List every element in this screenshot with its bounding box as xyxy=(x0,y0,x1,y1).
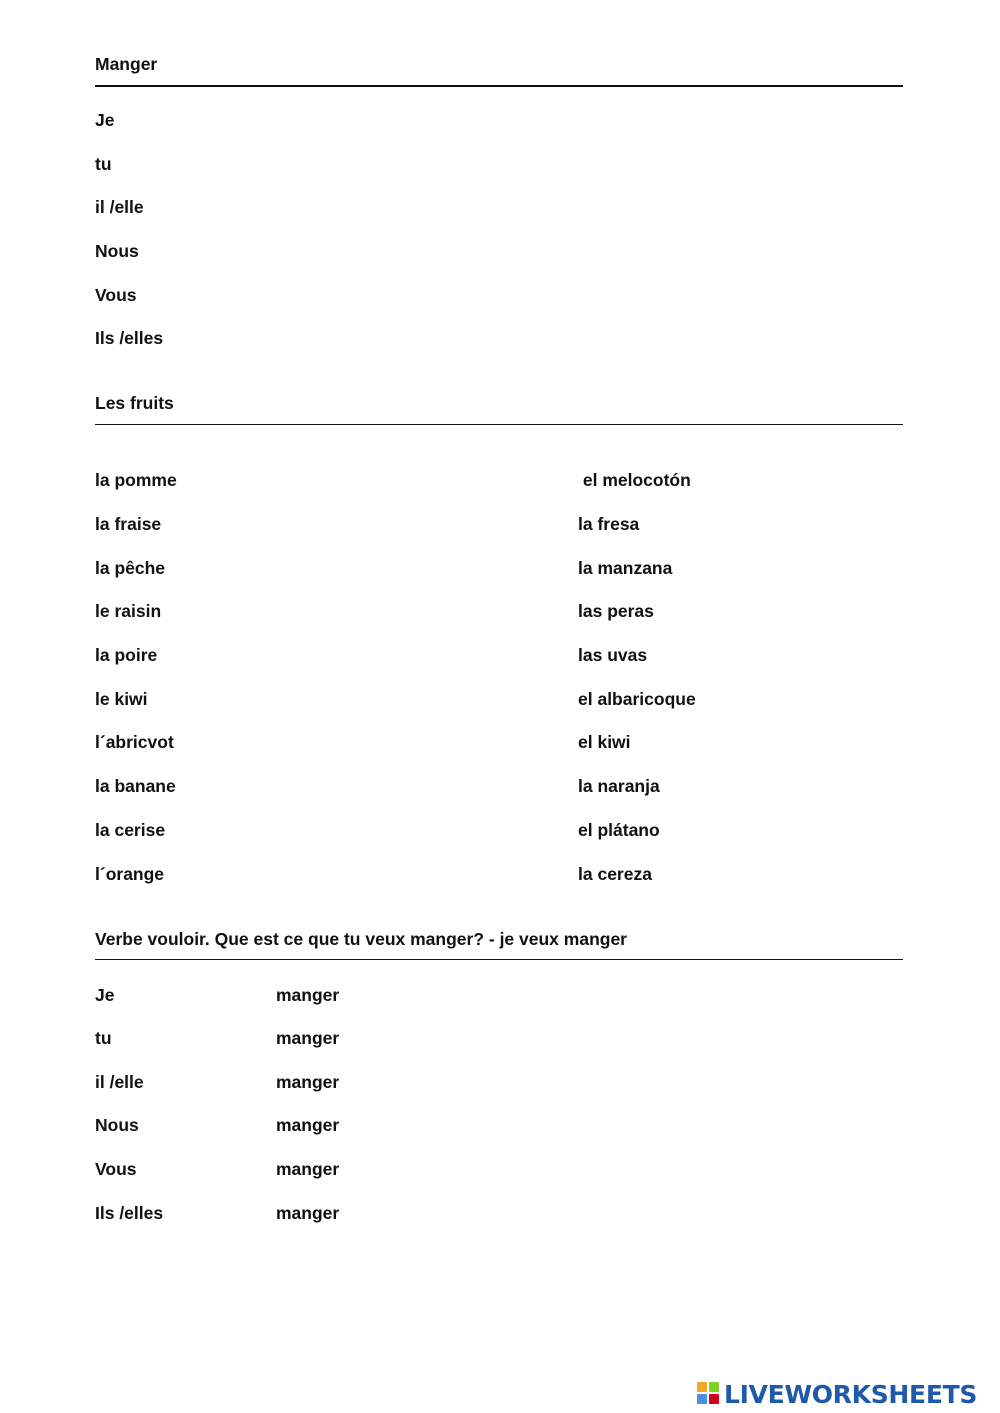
section-title-vouloir: Verbe vouloir. Que est ce que tu veux manger? - je veux manger xyxy=(95,929,627,949)
spanish-fruit: el plátano xyxy=(578,820,660,840)
section-divider xyxy=(95,85,903,87)
french-fruit: la cerise xyxy=(95,820,166,840)
french-fruit: la fraise xyxy=(95,514,162,534)
verb-infinitive: manger xyxy=(276,1072,340,1092)
spanish-fruit: la cereza xyxy=(578,864,652,884)
section-divider xyxy=(95,424,903,425)
section-title-fruits: Les fruits xyxy=(95,393,174,413)
section-title-manger: Manger xyxy=(95,54,158,74)
verb-infinitive: manger xyxy=(276,1028,340,1048)
pronoun-label: il /elle xyxy=(95,197,144,217)
verb-infinitive: manger xyxy=(276,1203,340,1223)
section-divider xyxy=(95,959,903,960)
logo-text: LIVEWORKSHEETS xyxy=(724,1379,978,1409)
spanish-fruit: la manzana xyxy=(578,558,673,578)
pronoun-label: Je xyxy=(95,110,115,130)
french-fruit: le kiwi xyxy=(95,689,148,709)
logo-icon xyxy=(697,1382,721,1406)
liveworksheets-logo xyxy=(697,1380,977,1408)
french-fruit: la banane xyxy=(95,776,176,796)
pronoun-label: Nous xyxy=(95,1115,139,1135)
pronoun-label: Ils /elles xyxy=(95,1203,164,1223)
pronoun-label: il /elle xyxy=(95,1072,144,1092)
pronoun-label: Ils /elles xyxy=(95,328,164,348)
french-fruit: l´abricvot xyxy=(95,732,174,752)
pronoun-label: Je xyxy=(95,985,115,1005)
spanish-fruit: el melocotón xyxy=(578,470,691,490)
french-fruit: la poire xyxy=(95,645,158,665)
french-fruit: la pêche xyxy=(95,558,166,578)
spanish-fruit: el kiwi xyxy=(578,732,631,752)
french-fruit: la pomme xyxy=(95,470,177,490)
verb-infinitive: manger xyxy=(276,1115,340,1135)
spanish-fruit: las peras xyxy=(578,601,654,621)
verb-infinitive: manger xyxy=(276,985,340,1005)
pronoun-label: Vous xyxy=(95,1159,137,1179)
verb-infinitive: manger xyxy=(276,1159,340,1179)
spanish-fruit: la naranja xyxy=(578,776,660,796)
french-fruit: le raisin xyxy=(95,601,162,621)
french-fruit: l´orange xyxy=(95,864,165,884)
spanish-fruit: el albaricoque xyxy=(578,689,696,709)
pronoun-label: Nous xyxy=(95,241,139,261)
pronoun-label: tu xyxy=(95,154,112,174)
pronoun-label: tu xyxy=(95,1028,112,1048)
spanish-fruit: las uvas xyxy=(578,645,648,665)
spanish-fruit: la fresa xyxy=(578,514,640,534)
pronoun-label: Vous xyxy=(95,285,137,305)
